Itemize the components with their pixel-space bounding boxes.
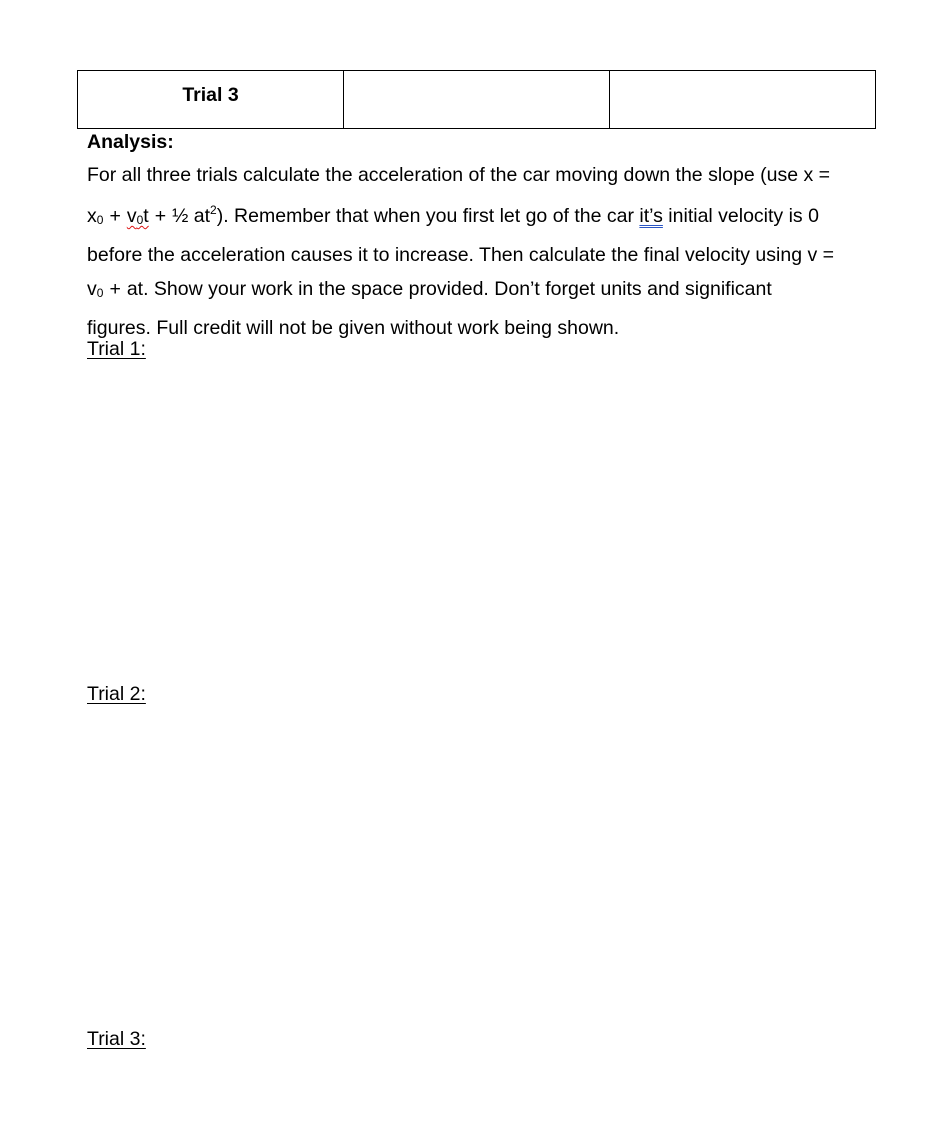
trial-1-work-label: Trial 1:	[87, 338, 146, 360]
formula-t: t	[143, 204, 149, 227]
table-row	[78, 71, 876, 129]
analysis-heading: Analysis:	[87, 131, 174, 153]
instruction-line-4-rest: at. Show your work in the space provided. Don’t forget units and significant	[126, 278, 772, 301]
formula-x: x	[87, 204, 97, 227]
instruction-line-1: For all three trials calculate the acceleration of the car moving down the slope (use x =	[87, 164, 831, 186]
formula-plus: +	[154, 204, 167, 227]
table-cell-trial-3-label[interactable]: Trial 3	[78, 71, 344, 129]
analysis-instructions	[87, 158, 872, 346]
its-grammar-flag: it’s	[639, 204, 663, 227]
instruction-line-4	[87, 272, 872, 311]
formula-plus: +	[109, 204, 121, 227]
formula-v-subscript: 0	[96, 286, 104, 301]
instruction-line-3: before the acceleration causes it to increase. Then calculate the final velocity using v =	[87, 243, 835, 266]
formula-v: v	[126, 204, 137, 227]
formula-squared: 2	[210, 202, 217, 217]
trial-3-work-label: Trial 3:	[87, 1028, 146, 1050]
formula-half-at: ½ at	[172, 204, 211, 227]
instruction-line-5: figures. Full credit will not be given without work being shown.	[87, 317, 620, 340]
formula-x-subscript: 0	[96, 212, 104, 227]
table-cell-trial-3-value-2[interactable]	[610, 71, 876, 129]
trial-data-table	[77, 70, 876, 129]
table-cell-trial-3-value-1[interactable]	[344, 71, 610, 129]
formula-plus: +	[109, 278, 121, 301]
instruction-line-2-middle: ). Remember that when you first let go of the car	[216, 204, 640, 227]
trial-2-work-label: Trial 2:	[87, 683, 146, 705]
formula-v: v	[87, 278, 97, 301]
formula-v-subscript: 0	[136, 212, 144, 227]
instruction-line-2-end: initial velocity is 0	[662, 204, 819, 227]
formula-v0t-spelling-flag	[127, 205, 149, 227]
instruction-line-2	[87, 193, 872, 238]
